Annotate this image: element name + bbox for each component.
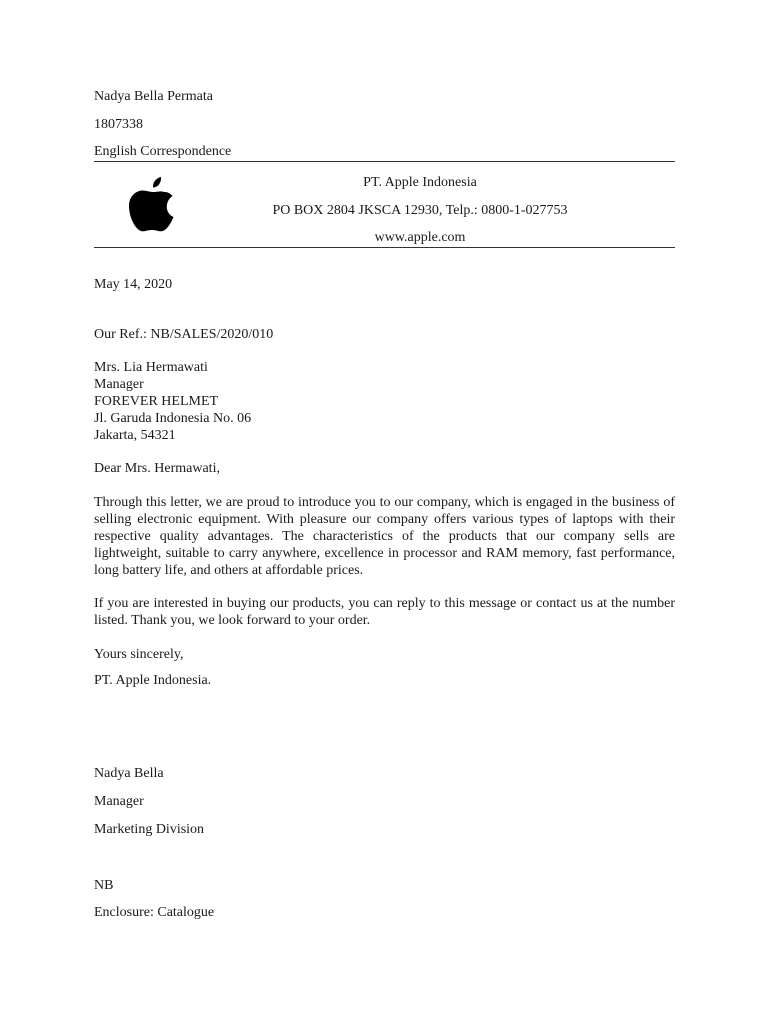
recipient-name: Mrs. Lia Hermawati [94, 360, 208, 375]
reference-initials: NB [94, 878, 114, 893]
enclosure-note: Enclosure: Catalogue [94, 905, 215, 920]
letterhead-website: www.apple.com [374, 230, 466, 245]
body-paragraph-1: Through this letter, we are proud to introduce you to our company, which is engaged in the business of selling electronic equipment. With pleasure our company offers various types of laptops with their respective quality advantages. The characteristics of the products that our company sells are lightweight, suitable to carry anywhere, excellence in processor and RAM memory, fast performance, long battery life, and others at affordable prices. [94, 495, 675, 578]
body-paragraph-2: If you are interested in buying our products, you can reply to this message or contact us at the number listed. Thank you, we look forward to your order. [94, 596, 675, 628]
letterhead-top-divider [94, 161, 675, 162]
salutation: Dear Mrs. Hermawati, [94, 461, 220, 476]
recipient-city: Jakarta, 54321 [94, 428, 176, 443]
recipient-street: Jl. Garuda Indonesia No. 06 [94, 411, 252, 426]
reference-number: Our Ref.: NB/SALES/2020/010 [94, 327, 274, 342]
recipient-title: Manager [94, 377, 144, 392]
closing-company: PT. Apple Indonesia. [94, 673, 212, 688]
signature-title: Manager [94, 794, 144, 809]
sender-course: English Correspondence [94, 144, 232, 159]
signature-name: Nadya Bella [94, 766, 164, 781]
letterhead-company: PT. Apple Indonesia [363, 175, 477, 190]
inside-address [94, 359, 251, 444]
letterhead-bottom-divider [94, 247, 675, 248]
sender-id: 1807338 [94, 117, 143, 132]
letter-date: May 14, 2020 [94, 277, 173, 292]
apple-logo-icon [126, 175, 178, 233]
letterhead-address: PO BOX 2804 JKSCA 12930, Telp.: 0800-1-027753 [272, 203, 568, 218]
recipient-company: FOREVER HELMET [94, 394, 219, 409]
sender-name: Nadya Bella Permata [94, 89, 213, 104]
signature-division: Marketing Division [94, 822, 205, 837]
complimentary-close: Yours sincerely, [94, 647, 184, 662]
